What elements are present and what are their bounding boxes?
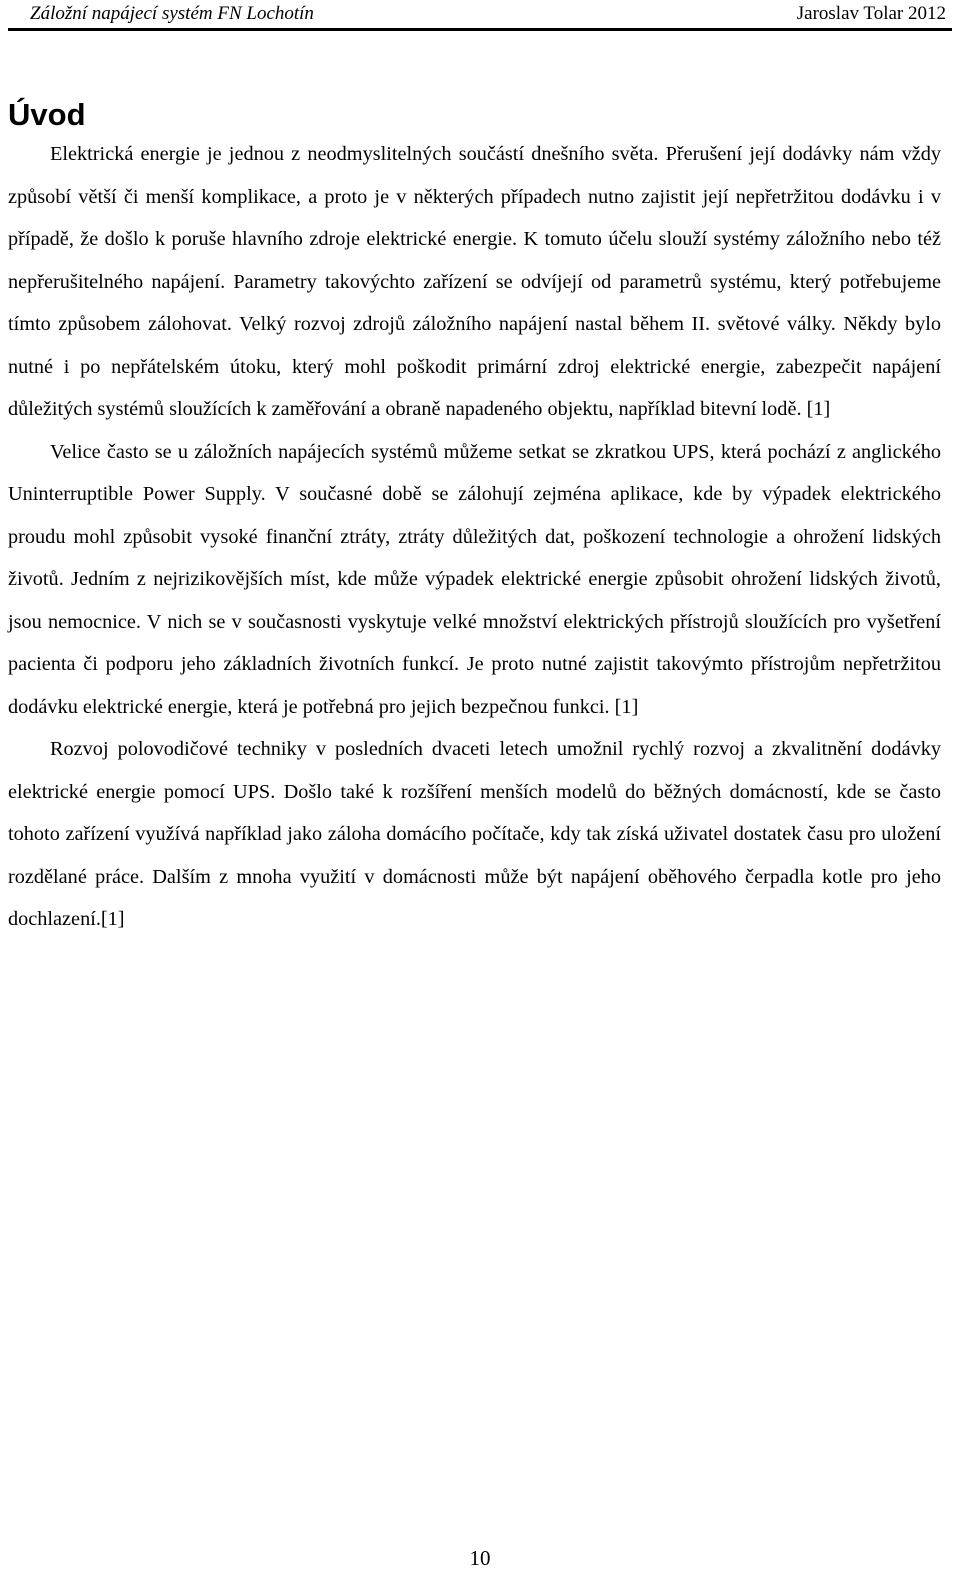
paragraph-2: Velice často se u záložních napájecích systémů můžeme setkat se zkratkou UPS, která pochází z anglického Uninterruptible Power Supply. V současné době se zálohují zejména aplikace, kde by výpadek elektrického proudu mohl způsobit vysoké finanční ztráty, ztráty důležitých dat, poškození technologie a ohrožení lidských životů. Jedním z nejrizikovějších míst, kde může výpadek elektrické energie způsobit ohrožení lidských životů, jsou nemocnice. V nich se v současnosti vyskytuje velké množství elektrických přístrojů sloužících pro vyšetření pacienta či podporu jeho základních životních funkcí. Je proto nutné zajistit takovýmto přístrojům nepřetržitou dodávku elektrické energie, která je potřebná pro jejich bezpečnou funkci. [1]	[8, 440, 941, 718]
page-header	[8, 2, 952, 31]
body-text	[8, 133, 941, 941]
header-document-title: Záložní napájecí systém FN Lochotín	[30, 3, 314, 24]
paragraph-1: Elektrická energie je jednou z neodmyslitelných součástí dnešního světa. Přerušení její dodávky nám vždy způsobí větší či menší komplikace, a proto je v některých případech nutno zajistit její nepřetržitou dodávku i v případě, že došlo k poruše hlavního zdroje elektrické energie. K tomuto účelu slouží systémy záložního nebo též nepřerušitelného napájení. Parametry takovýchto zařízení se odvíjejí od parametrů systému, který potřebujeme tímto způsobem zálohovat. Velký rozvoj zdrojů záložního napájení nastal během II. světové války. Někdy bylo nutné i po nepřátelském útoku, který mohl poškodit primární zdroj elektrické energie, zabezpečit napájení důležitých systémů sloužících k zaměřování a obraně napadeného objektu, například bitevní lodě. [1]	[8, 143, 941, 420]
paragraph-3: Rozvoj polovodičové techniky v posledních dvaceti letech umožnil rychlý rozvoj a zkvalitnění dodávky elektrické energie pomocí UPS. Došlo také k rozšíření menších modelů do běžných domácností, kde se často tohoto zařízení využívá například jako záloha domácího počítače, kdy tak získá uživatel dostatek času pro uložení rozdělané práce. Dalším z mnoha využití v domácnosti může být napájení oběhového čerpadla kotle pro jeho dochlazení.[1]	[8, 738, 941, 930]
header-author-year: Jaroslav Tolar 2012	[796, 3, 946, 24]
page-number: 10	[469, 1546, 491, 1570]
section-heading: Úvod	[8, 97, 86, 132]
